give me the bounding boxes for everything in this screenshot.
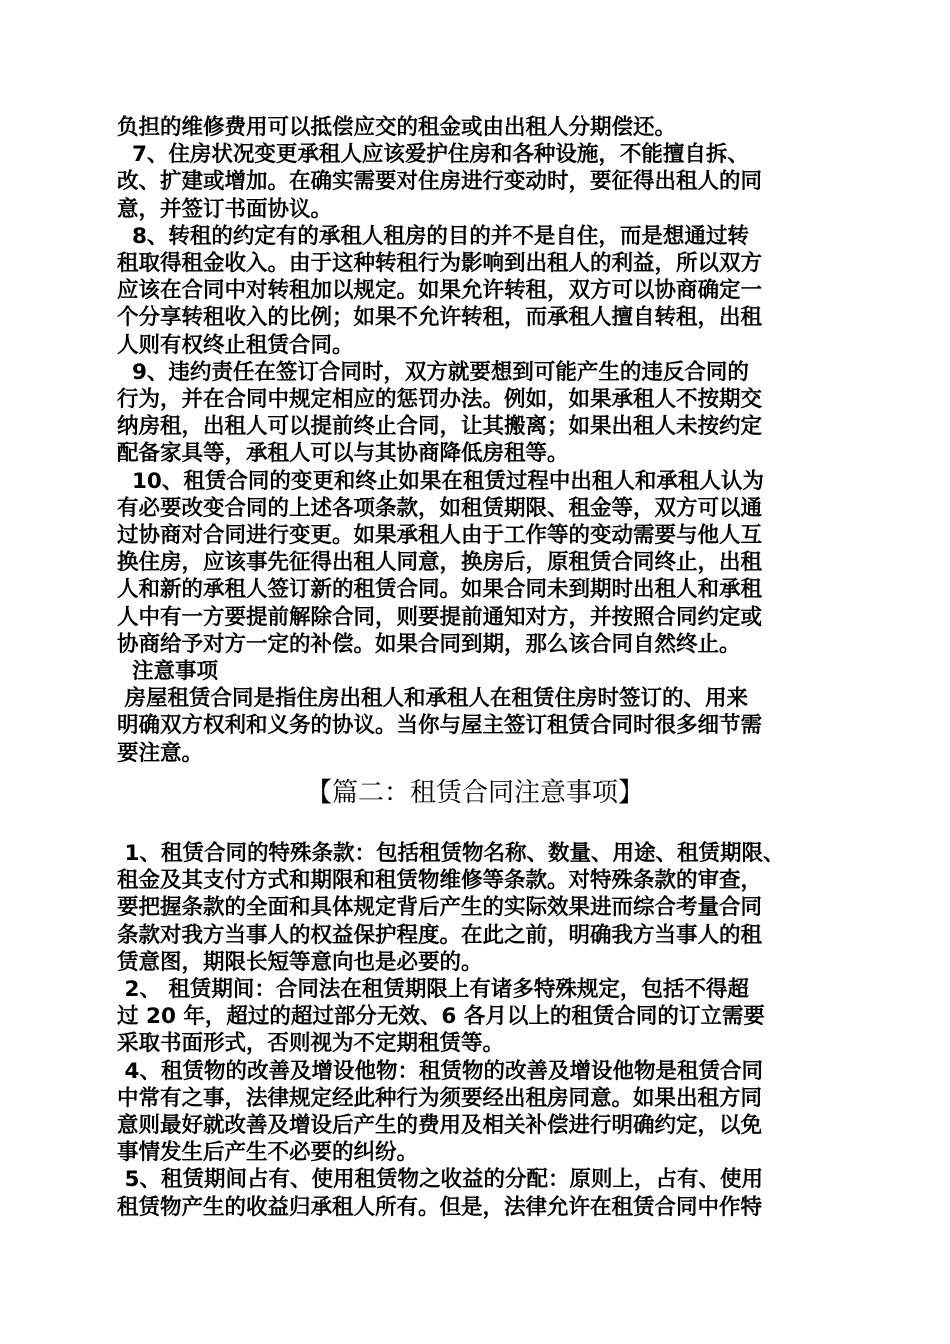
text-line: 人则有权终止租赁合同。 — [117, 332, 354, 358]
text-line: 意，并签订书面协议。 — [117, 196, 333, 222]
section-title: 【篇二：租赁合同注意事项】 — [305, 778, 644, 808]
text-line: 行为，并在合同中规定相应的惩罚办法。例如，如果承租人不按期交 — [117, 387, 763, 413]
text-line: 中常有之事，法律规定经此种行为须要经出租房同意。如果出租方同 — [117, 1085, 763, 1111]
text-line: 事情发生后产生不必要的纠纷。 — [117, 1140, 419, 1166]
text-line: 采取书面形式，否则视为不定期租赁等。 — [117, 1031, 505, 1057]
text-line: 配备家具等，承租人可以与其协商降低房租等。 — [117, 441, 569, 467]
text-line: 9、违约责任在签订合同时，双方就要想到可能产生的违反合同的 — [117, 359, 749, 385]
text-line: 注意事项 — [117, 659, 218, 685]
text-line: 2、 租赁期间：合同法在租赁期限上有诸多特殊规定，包括不得超 — [117, 977, 749, 1003]
text-line: 租取得租金收入。由于这种转租行为影响到出租人的利益，所以双方 — [117, 251, 763, 277]
text-line: 明确双方权利和义务的协议。当你与屋主签订租赁合同时很多细节需 — [117, 713, 763, 739]
text-line: 8、转租的约定有的承租人租房的目的并不是自住，而是想通过转 — [117, 223, 749, 249]
text-line: 赁意图，期限长短等意向也是必要的。 — [117, 949, 483, 975]
text-line: 改、扩建或增加。在确实需要对住房进行变动时，要征得出租人的同 — [117, 169, 763, 195]
text-line: 负担的维修费用可以抵偿应交的租金或由出租人分期偿还。 — [117, 115, 677, 140]
text-line: 5、租赁期间占有、使用租赁物之收益的分配：原则上，占有、使用 — [117, 1167, 763, 1193]
body-text-block-2 — [117, 840, 847, 1221]
text-line: 人中有一方要提前解除合同，则要提前通知对方，并按照合同约定或 — [117, 604, 763, 630]
text-line: 协商给予对方一定的补偿。如果合同到期，那么该合同自然终止。 — [117, 631, 741, 657]
text-line: 应该在合同中对转租加以规定。如果允许转租，双方可以协商确定一 — [117, 278, 763, 304]
text-line: 意则最好就改善及增设后产生的费用及相关补偿进行明确约定，以免 — [117, 1113, 763, 1139]
text-line: 条款对我方当事人的权益保护程度。在此之前，明确我方当事人的租 — [117, 922, 763, 948]
text-line: 10、租赁合同的变更和终止如果在租赁过程中出租人和承租人认为 — [117, 468, 764, 494]
text-line: 过 20 年，超过的超过部分无效、6 各月以上的租赁合同的订立需要 — [117, 1004, 765, 1030]
text-line: 纳房租，出租人可以提前终止合同，让其搬离；如果出租人未按约定 — [117, 414, 763, 440]
text-line: 1、租赁合同的特殊条款：包括租赁物名称、数量、用途、租赁期限、 — [117, 841, 785, 866]
text-line: 要把握条款的全面和具体规定背后产生的实际效果进而综合考量合同 — [117, 895, 763, 921]
body-text-block-1 — [117, 114, 847, 767]
text-line: 换住房，应该事先征得出租人同意，换房后，原租赁合同终止，出租 — [117, 550, 763, 576]
text-line: 7、住房状况变更承租人应该爱护住房和各种设施，不能擅自拆、 — [117, 142, 749, 168]
text-line: 租金及其支付方式和期限和租赁物维修等条款。对特殊条款的审查， — [117, 868, 763, 894]
text-line: 4、租赁物的改善及增设他物：租赁物的改善及增设他物是租赁合同 — [117, 1058, 763, 1084]
text-line: 个分享转租收入的比例；如果不允许转租，而承租人擅自转租，出租 — [117, 305, 763, 331]
text-line: 房屋租赁合同是指住房出租人和承租人在租赁住房时签订的、用来 — [117, 686, 748, 712]
text-line: 要注意。 — [117, 740, 204, 766]
text-line: 人和新的承租人签订新的租赁合同。如果合同未到期时出租人和承租 — [117, 577, 763, 603]
text-line: 有必要改变合同的上述各项条款，如租赁期限、租金等，双方可以通 — [117, 495, 763, 521]
text-line: 租赁物产生的收益归承租人所有。但是，法律允许在租赁合同中作特 — [117, 1194, 763, 1220]
text-line: 过协商对合同进行变更。如果承租人由于工作等的变动需要与他人互 — [117, 523, 763, 549]
